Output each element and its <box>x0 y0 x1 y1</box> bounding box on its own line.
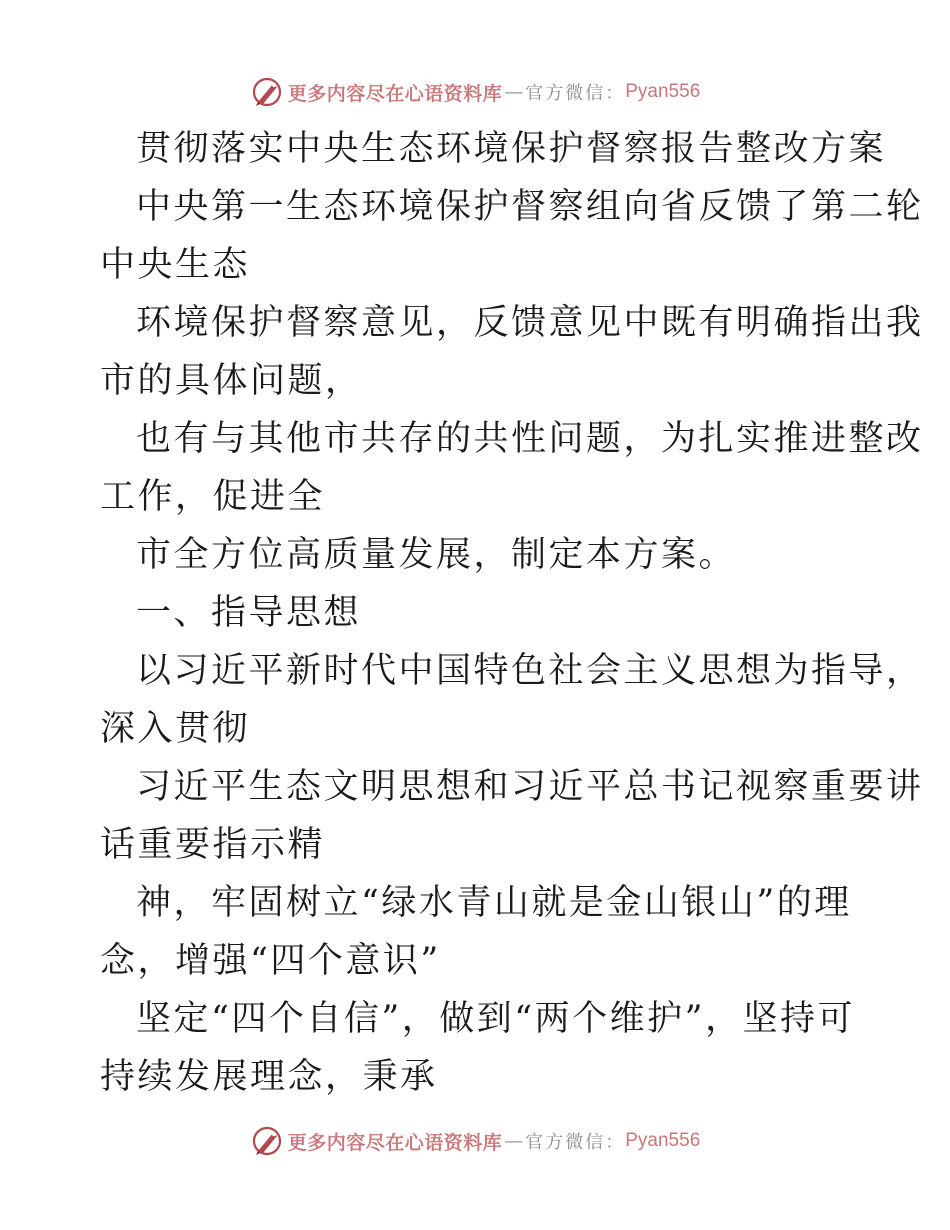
document-body <box>100 120 924 1106</box>
doc-line: 市全方位高质量发展，制定本方案。 <box>136 535 737 575</box>
footer-dash: — <box>504 1130 524 1152</box>
pen-logo-icon <box>250 75 284 109</box>
doc-line: 习近平生态文明思想和习近平总书记视察重要讲 <box>136 767 924 807</box>
footer-account: Pyan556 <box>625 1130 701 1151</box>
doc-line: 话重要指示精 <box>100 825 326 865</box>
header-site-text: 更多内容尽在心语资料库 <box>287 82 503 105</box>
footer-banner <box>0 1121 950 1161</box>
doc-line: 也有与其他市共存的共性问题，为扎实推进整改 <box>136 419 924 459</box>
doc-title: 贯彻落实中央生态环境保护督察报告整改方案 <box>136 129 887 169</box>
doc-line: 市的具体问题， <box>100 361 363 401</box>
header-wechat-label: 官方微信： <box>525 83 626 104</box>
footer-site-text: 更多内容尽在心语资料库 <box>287 1131 503 1154</box>
header-banner <box>0 72 950 112</box>
footer-wechat-label: 官方微信： <box>525 1132 626 1153</box>
pen-logo-icon <box>250 1124 284 1158</box>
doc-line: 中央第一生态环境保护督察组向省反馈了第二轮 <box>136 187 924 227</box>
header-account: Pyan556 <box>625 81 701 102</box>
doc-line: 持续发展理念，秉承 <box>100 1057 438 1097</box>
doc-line: 深入贯彻 <box>100 709 251 749</box>
doc-line: 神，牢固树立“绿水青山就是金山银山”的理 <box>136 883 852 923</box>
doc-line: 中央生态 <box>100 245 251 285</box>
doc-line: 环境保护督察意见，反馈意见中既有明确指出我 <box>136 303 924 343</box>
header-dash: — <box>504 81 524 103</box>
doc-line: 工作，促进全 <box>100 477 326 517</box>
section-heading: 一、指导思想 <box>136 593 362 633</box>
doc-line: 以习近平新时代中国特色社会主义思想为指导， <box>136 651 924 691</box>
doc-line: 念，增强“四个意识” <box>100 941 441 981</box>
doc-line: 坚定“四个自信”，做到“两个维护”，坚持可 <box>136 999 856 1039</box>
